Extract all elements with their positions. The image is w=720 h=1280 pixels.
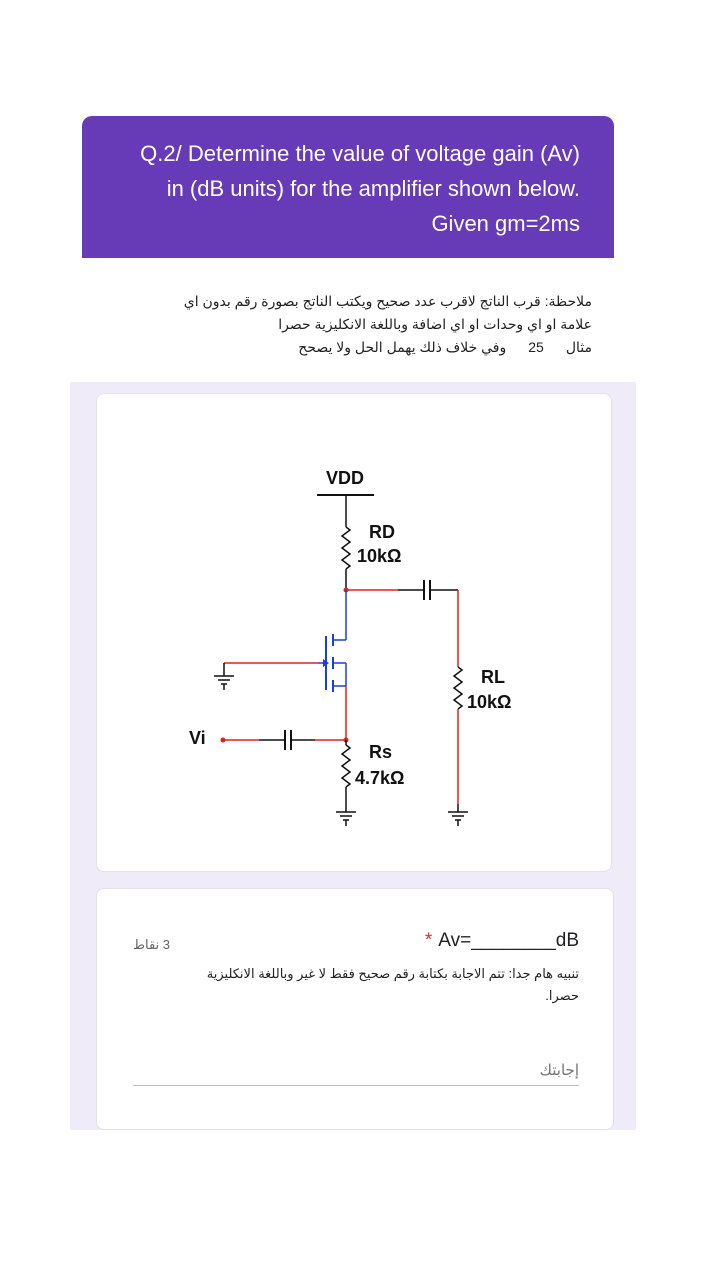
question-label-text: Av=________dB bbox=[438, 930, 579, 951]
points-badge: 3 نقاط bbox=[133, 937, 171, 952]
note-text bbox=[102, 290, 592, 359]
note-card bbox=[82, 258, 614, 382]
note-line-3 bbox=[102, 336, 592, 359]
circuit-diagram bbox=[97, 394, 611, 871]
rl-name: RL bbox=[481, 667, 505, 687]
vdd-label: VDD bbox=[325, 468, 365, 488]
example-value: 25 bbox=[528, 339, 544, 355]
rd-resistor bbox=[342, 527, 350, 569]
rs-name: Rs bbox=[369, 742, 393, 762]
answer-input[interactable] bbox=[133, 1055, 579, 1086]
example-label: مثال bbox=[565, 339, 592, 355]
rl-resistor bbox=[454, 667, 462, 709]
ground-gate-icon bbox=[214, 676, 234, 690]
rs-resistor bbox=[342, 745, 350, 787]
question-title: Q.2/ Determine the value of voltage gain (Av) in (dB units) for the amplifier shown below. Given gm=2ms bbox=[140, 141, 580, 236]
circuit-image-card bbox=[96, 393, 612, 872]
mosfet-symbol bbox=[323, 634, 346, 692]
question-label bbox=[425, 930, 579, 952]
note-line-2: علامة او اي وحدات او اي اضافة وباللغة الانكليزية حصرا bbox=[278, 316, 592, 332]
example-rest: وفي خلاف ذلك يهمل الحل ولا يصحح bbox=[298, 339, 507, 355]
rd-name: RD bbox=[369, 522, 395, 542]
rs-value: 4.7kΩ bbox=[355, 768, 405, 788]
note-line-1: ملاحظة: قرب الناتج لاقرب عدد صحيح ويكتب الناتج بصورة رقم بدون اي bbox=[183, 293, 592, 309]
rd-value: 10kΩ bbox=[357, 546, 402, 566]
ground-rs-icon bbox=[336, 812, 356, 826]
ground-rl-icon bbox=[448, 812, 468, 826]
question-card bbox=[96, 888, 614, 1130]
rl-value: 10kΩ bbox=[467, 692, 512, 712]
question-header-card bbox=[82, 116, 614, 258]
vi-label: Vi bbox=[189, 728, 206, 748]
required-mark: * bbox=[424, 930, 433, 951]
question-description: تنبيه هام جدا: تتم الاجابة بكتابة رقم صحيح فقط لا غير وباللغة الانكليزية حصرا. bbox=[206, 966, 579, 1003]
